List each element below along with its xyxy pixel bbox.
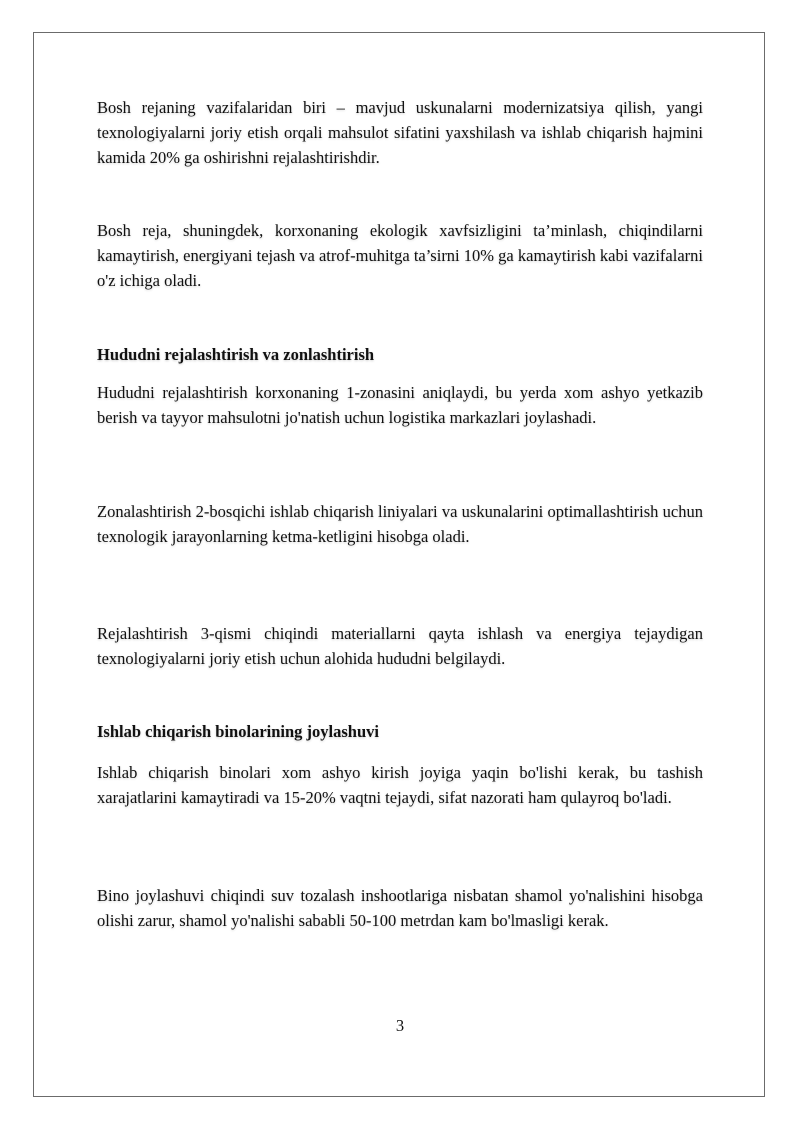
section-heading-zoning: Hududni rejalashtirish va zonlashtirish bbox=[97, 345, 375, 364]
page-number: 3 bbox=[395, 1016, 405, 1035]
page-border bbox=[33, 32, 765, 1097]
paragraph-wind-direction: Bino joylashuvi chiqindi suv tozalash inshootlariga nisbatan shamol yo'nalishini hisobga olishi zarur, shamol yo'nalishi sababli 50-100 metrdan kam bo'lmasligi kerak. bbox=[97, 886, 703, 930]
section-heading-buildings: Ishlab chiqarish binolarining joylashuvi bbox=[97, 722, 379, 741]
paragraph-zone-3: Rejalashtirish 3-qismi chiqindi materiallarni qayta ishlash va energiya tejaydigan texnologiyalarni joriy etish uchun alohida hududni belgilaydi. bbox=[97, 624, 703, 668]
paragraph-modernization: Bosh rejaning vazifalaridan biri – mavjud uskunalarni modernizatsiya qilish, yangi texnologiyalarni joriy etish orqali mahsulot sifatini yaxshilash va ishlab chiqarish hajmini kamida 20% ga oshirishni rejalashtirishdir. bbox=[97, 98, 703, 167]
paragraph-zone-1: Hududni rejalashtirish korxonaning 1-zonasini aniqlaydi, bu yerda xom ashyo yetkazib berish va tayyor mahsulotni jo'natish uchun logistika markazlari joylashadi. bbox=[97, 383, 703, 427]
paragraph-ecology: Bosh reja, shuningdek, korxonaning ekologik xavfsizligini ta’minlash, chiqindilarni kamaytirish, energiyani tejash va atrof-muhitga ta’sirni 10% ga kamaytirish kabi vazifalarni o'z ichiga oladi. bbox=[97, 221, 703, 290]
paragraph-zone-2: Zonalashtirish 2-bosqichi ishlab chiqarish liniyalari va uskunalarini optimallashtirish uchun texnologik jarayonlarning ketma-ketligini hisobga oladi. bbox=[97, 502, 703, 546]
paragraph-buildings-location: Ishlab chiqarish binolari xom ashyo kirish joyiga yaqin bo'lishi kerak, bu tashish xarajatlarini kamaytiradi va 15-20% vaqtni tejaydi, sifat nazorati ham qulayroq bo'ladi. bbox=[97, 763, 703, 807]
